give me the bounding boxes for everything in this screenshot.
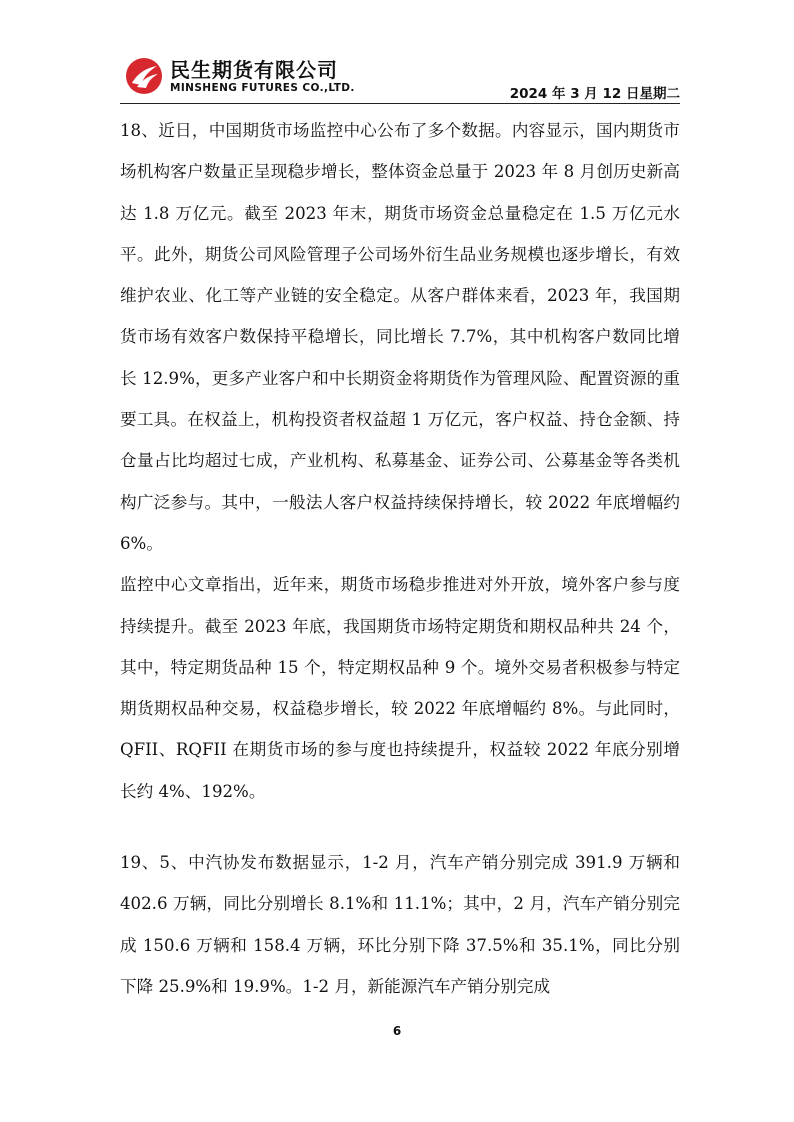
company-name-en: MINSHENG FUTURES CO.,LTD. bbox=[170, 82, 355, 94]
paragraph-19: 19、5、中汽协发布数据显示，1-2 月，汽车产销分别完成 391.9 万辆和 402.6 万辆，同比分别增长 8.1%和 11.1%；其中，2 月，汽车产销分别完成 150.6 万辆和 158.4 万辆，环比分别下降 37.5%和 35.1%，同比分别下降 25.9%和 19.9%。1-2 月，新能源汽车产销分别完成 bbox=[120, 853, 680, 996]
page-header bbox=[120, 52, 680, 104]
header-divider bbox=[120, 103, 680, 104]
company-name-cn: 民生期货有限公司 bbox=[170, 58, 338, 82]
document-body bbox=[120, 110, 680, 1007]
paragraph-monitoring-center: 监控中心文章指出，近年来，期货市场稳步推进对外开放，境外客户参与度持续提升。截至 2023 年底，我国期货市场特定期货和期权品种共 24 个，其中，特定期货品种 15 个，特定期权品种 9 个。境外交易者积极参与特定期货期权品种交易，权益稳步增长，较 2022 年底增幅约 8%。与此同时，QFII、RQFII 在期货市场的参与度也持续提升，权益较 2022 年底分别增长约 4%、192%。 bbox=[120, 575, 680, 801]
report-date: 2024 年 3 月 12 日星期二 bbox=[509, 86, 680, 102]
minsheng-logo-icon bbox=[124, 56, 164, 96]
page-number: 6 bbox=[392, 1024, 402, 1038]
paragraph-18: 18、近日，中国期货市场监控中心公布了多个数据。内容显示，国内期货市场机构客户数量正呈现稳步增长，整体资金总量于 2023 年 8 月创历史新高达 1.8 万亿元。截至 2023 年末，期货市场资金总量稳定在 1.5 万亿元水平。此外，期货公司风险管理子公司场外衍生品业务规模也逐步增长，有效维护农业、化工等产业链的安全稳定。从客户群体来看，2023 年，我国期货市场有效客户数保持平稳增长，同比增长 7.7%，其中机构客户数同比增长 12.9%，更多产业客户和中长期资金将期货作为管理风险、配置资源的重要工具。在权益上，机构投资者权益超 1 万亿元，客户权益、持仓金额、持仓量占比均超过七成，产业机构、私募基金、证券公司、公募基金等各类机构广泛参与。其中，一般法人客户权益持续保持增长，较 2022 年底增幅约 6%。 bbox=[120, 121, 680, 553]
